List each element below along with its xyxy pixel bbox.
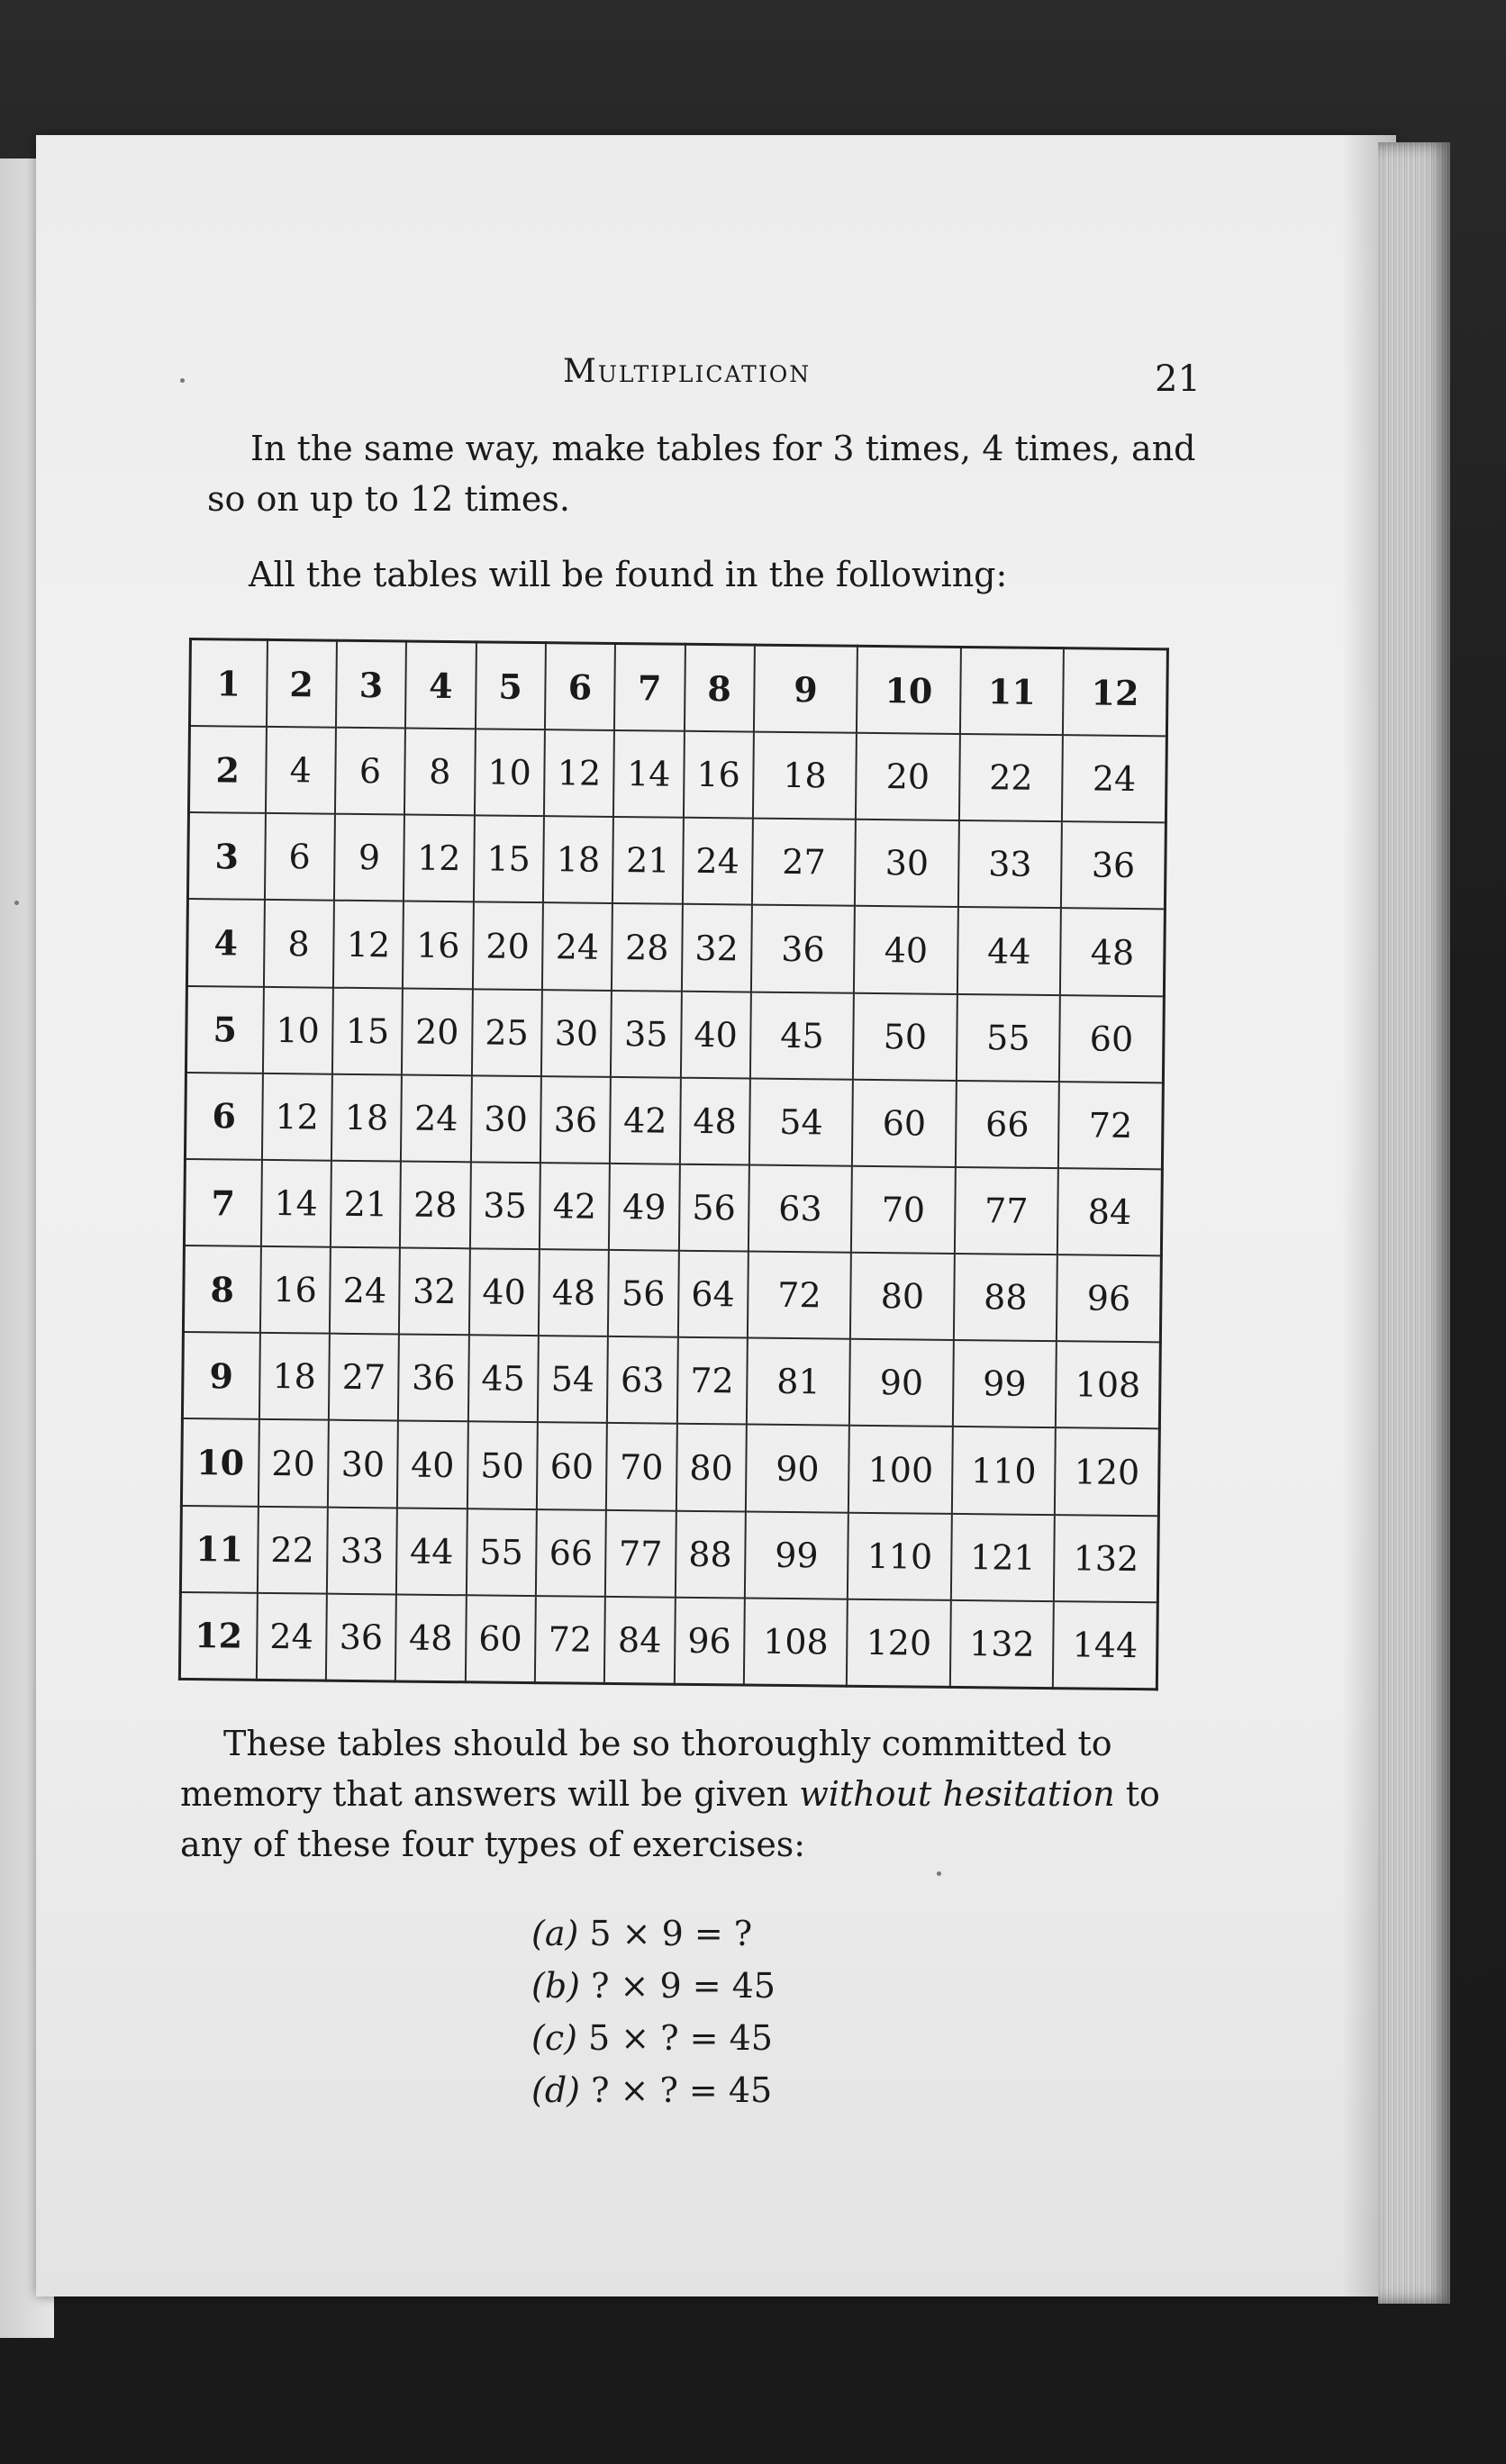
table-cell: 8 bbox=[404, 729, 475, 816]
body-text-after: to any of these four types of exercises: bbox=[180, 1774, 1160, 1864]
table-cell: 5 bbox=[475, 642, 545, 729]
table-cell: 50 bbox=[853, 992, 957, 1080]
table-cell: 24 bbox=[682, 818, 752, 905]
table-cell: 72 bbox=[535, 1596, 605, 1684]
table-cell: 2 bbox=[188, 726, 266, 813]
table-cell: 10 bbox=[857, 646, 960, 734]
lead-paragraph: All the tables will be found in the following: bbox=[249, 555, 1008, 594]
exercise-label: (a) bbox=[531, 1914, 579, 1953]
table-cell: 55 bbox=[957, 994, 1060, 1082]
table-cell: 80 bbox=[850, 1253, 954, 1340]
table-cell: 9 bbox=[334, 814, 404, 901]
running-head: Multiplication bbox=[563, 353, 812, 390]
table-cell: 32 bbox=[681, 904, 751, 992]
table-cell: 56 bbox=[678, 1164, 748, 1252]
table-cell: 24 bbox=[256, 1593, 326, 1681]
table-cell: 12 bbox=[1063, 648, 1167, 737]
table-cell: 42 bbox=[540, 1163, 610, 1250]
table-cell: 20 bbox=[472, 902, 542, 990]
exercise-item bbox=[531, 2012, 776, 2064]
table-cell: 3 bbox=[336, 640, 406, 728]
table-cell: 70 bbox=[851, 1166, 955, 1254]
table-cell: 144 bbox=[1053, 1601, 1157, 1689]
table-cell: 8 bbox=[263, 900, 333, 987]
table-cell: 45 bbox=[750, 992, 854, 1079]
table-cell: 20 bbox=[402, 988, 472, 1075]
table-row bbox=[179, 1592, 1157, 1689]
table-cell: 81 bbox=[747, 1338, 850, 1426]
table-cell: 12 bbox=[544, 729, 614, 817]
table-cell: 27 bbox=[329, 1334, 399, 1421]
exercise-list bbox=[531, 1907, 776, 2116]
table-cell: 64 bbox=[677, 1251, 748, 1338]
table-cell: 18 bbox=[543, 816, 613, 903]
table-row bbox=[186, 986, 1164, 1083]
table-cell: 6 bbox=[185, 1073, 262, 1160]
table-cell: 9 bbox=[754, 645, 857, 733]
exercise-label: (d) bbox=[531, 2070, 580, 2110]
table-cell: 28 bbox=[400, 1161, 470, 1248]
table-cell: 77 bbox=[605, 1509, 676, 1597]
table-cell: 108 bbox=[744, 1598, 848, 1686]
table-cell: 22 bbox=[959, 734, 1063, 821]
table-cell: 25 bbox=[471, 989, 541, 1076]
table-cell: 4 bbox=[186, 899, 264, 986]
table-row bbox=[188, 726, 1166, 823]
table-cell: 10 bbox=[181, 1418, 259, 1506]
intro-paragraph: In the same way, make tables for 3 times, 4 times, and so on up to 12 times. bbox=[207, 429, 1196, 519]
table-cell: 9 bbox=[182, 1332, 259, 1419]
table-cell: 44 bbox=[957, 907, 1061, 994]
table-row bbox=[186, 899, 1165, 996]
table-cell: 28 bbox=[612, 903, 682, 991]
paper-speck bbox=[14, 901, 19, 905]
exercise-expression: ? × 9 = 45 bbox=[591, 1966, 776, 2006]
table-cell: 33 bbox=[327, 1507, 397, 1594]
table-cell: 36 bbox=[1061, 821, 1166, 909]
body-paragraph bbox=[180, 1718, 1171, 1870]
table-cell: 30 bbox=[855, 820, 958, 907]
table-cell: 48 bbox=[395, 1594, 466, 1682]
table-cell: 77 bbox=[955, 1167, 1058, 1255]
exercise-label: (c) bbox=[531, 2018, 577, 2058]
table-row bbox=[184, 1159, 1162, 1256]
table-cell: 18 bbox=[753, 732, 857, 820]
table-cell: 72 bbox=[676, 1337, 747, 1425]
table-cell: 132 bbox=[950, 1600, 1054, 1689]
table-cell: 30 bbox=[470, 1075, 540, 1163]
table-cell: 16 bbox=[259, 1246, 330, 1334]
exercise-item bbox=[531, 1960, 776, 2012]
table-cell: 90 bbox=[746, 1425, 849, 1512]
exercise-expression: ? × ? = 45 bbox=[591, 2070, 773, 2110]
table-cell: 84 bbox=[604, 1597, 675, 1685]
table-cell: 88 bbox=[675, 1510, 745, 1598]
table-cell: 72 bbox=[1058, 1082, 1163, 1169]
table-cell: 12 bbox=[404, 815, 474, 902]
table-cell: 66 bbox=[956, 1081, 1059, 1168]
paper-speck bbox=[180, 378, 185, 383]
table-cell: 99 bbox=[953, 1340, 1057, 1427]
table-cell: 40 bbox=[680, 991, 750, 1078]
table-cell: 120 bbox=[847, 1599, 950, 1687]
table-cell: 36 bbox=[326, 1593, 396, 1681]
table-cell: 45 bbox=[467, 1336, 538, 1423]
table-cell: 27 bbox=[752, 819, 856, 906]
table-cell: 16 bbox=[683, 731, 753, 819]
table-cell: 48 bbox=[1060, 909, 1165, 996]
exercise-item bbox=[531, 2064, 776, 2116]
table-cell: 24 bbox=[330, 1247, 400, 1335]
table-cell: 48 bbox=[679, 1078, 749, 1165]
table-cell: 132 bbox=[1054, 1515, 1158, 1602]
table-cell: 90 bbox=[849, 1339, 953, 1427]
table-cell: 66 bbox=[536, 1509, 606, 1597]
body-text-emphasis: without hesitation bbox=[799, 1774, 1115, 1814]
table-cell: 15 bbox=[473, 816, 543, 903]
table-cell: 12 bbox=[261, 1073, 331, 1161]
table-cell: 10 bbox=[262, 987, 332, 1074]
body-text-before: These tables should be so thoroughly committed to memory that answers will be given bbox=[180, 1724, 1112, 1814]
table-cell: 24 bbox=[401, 1074, 471, 1162]
table-cell: 84 bbox=[1057, 1168, 1162, 1255]
table-cell: 63 bbox=[607, 1336, 677, 1424]
table-cell: 36 bbox=[540, 1076, 611, 1164]
table-cell: 11 bbox=[960, 647, 1064, 735]
table-cell: 88 bbox=[954, 1254, 1057, 1341]
table-cell: 4 bbox=[405, 641, 476, 729]
table-cell: 7 bbox=[614, 643, 685, 730]
table-cell: 44 bbox=[396, 1508, 467, 1595]
table-row bbox=[189, 639, 1167, 737]
table-body bbox=[179, 639, 1167, 1689]
table-cell: 1 bbox=[189, 639, 267, 728]
exercise-label: (b) bbox=[531, 1966, 580, 2006]
table-cell: 80 bbox=[676, 1424, 746, 1511]
table-cell: 6 bbox=[545, 643, 615, 730]
table-cell: 32 bbox=[399, 1248, 469, 1336]
table-cell: 100 bbox=[848, 1426, 952, 1513]
table-cell: 35 bbox=[469, 1162, 540, 1249]
table-cell: 3 bbox=[187, 812, 265, 900]
table-cell: 96 bbox=[1057, 1255, 1161, 1342]
table-cell: 15 bbox=[332, 987, 403, 1074]
table-cell: 110 bbox=[952, 1427, 1056, 1514]
table-cell: 63 bbox=[748, 1164, 852, 1252]
table-row bbox=[181, 1418, 1159, 1516]
table-cell: 18 bbox=[331, 1073, 402, 1161]
table-cell: 24 bbox=[1062, 735, 1166, 822]
table-row bbox=[185, 1073, 1163, 1170]
table-cell: 70 bbox=[606, 1423, 676, 1510]
page-number: 21 bbox=[1155, 358, 1201, 400]
table-cell: 21 bbox=[612, 817, 683, 904]
table-cell: 42 bbox=[610, 1077, 680, 1164]
table-cell: 22 bbox=[257, 1506, 327, 1593]
table-cell: 20 bbox=[856, 733, 959, 820]
table-cell: 20 bbox=[258, 1419, 328, 1507]
table-row bbox=[180, 1506, 1158, 1603]
multiplication-table bbox=[178, 638, 1169, 1690]
table-cell: 49 bbox=[609, 1164, 679, 1251]
table-cell: 14 bbox=[613, 730, 684, 818]
table-cell: 8 bbox=[684, 644, 754, 731]
table-cell: 33 bbox=[958, 820, 1062, 908]
table-cell: 72 bbox=[748, 1252, 851, 1339]
table-cell: 11 bbox=[180, 1506, 258, 1593]
table-cell: 6 bbox=[335, 728, 405, 815]
table-cell: 30 bbox=[541, 990, 612, 1077]
table-cell: 55 bbox=[466, 1508, 536, 1596]
exercise-expression: 5 × ? = 45 bbox=[588, 2018, 773, 2058]
table-cell: 24 bbox=[542, 903, 612, 991]
table-cell: 14 bbox=[260, 1160, 331, 1247]
table-cell: 12 bbox=[333, 901, 404, 988]
table-cell: 120 bbox=[1055, 1428, 1159, 1516]
paper-speck bbox=[937, 1871, 941, 1876]
table-cell: 56 bbox=[608, 1250, 678, 1337]
table-cell: 96 bbox=[674, 1597, 744, 1685]
table-cell: 54 bbox=[749, 1078, 853, 1165]
table-cell: 60 bbox=[537, 1423, 607, 1510]
table-cell: 35 bbox=[611, 991, 681, 1078]
table-cell: 18 bbox=[259, 1333, 329, 1420]
table-cell: 30 bbox=[328, 1420, 398, 1508]
table-cell: 99 bbox=[745, 1511, 848, 1599]
table-cell: 7 bbox=[184, 1159, 261, 1246]
book-page-edges bbox=[1378, 142, 1450, 2304]
table-cell: 60 bbox=[852, 1080, 956, 1167]
table-row bbox=[182, 1332, 1160, 1429]
table-cell: 121 bbox=[951, 1513, 1055, 1600]
table-cell: 16 bbox=[403, 901, 473, 989]
table-cell: 50 bbox=[467, 1422, 537, 1509]
table-cell: 2 bbox=[267, 639, 337, 727]
table-cell: 6 bbox=[265, 813, 335, 901]
table-cell: 21 bbox=[331, 1161, 401, 1248]
table-cell: 12 bbox=[179, 1592, 257, 1680]
table-cell: 40 bbox=[397, 1421, 467, 1508]
exercise-expression: 5 × 9 = ? bbox=[589, 1914, 753, 1953]
table-cell: 60 bbox=[1059, 995, 1164, 1083]
table-cell: 36 bbox=[398, 1335, 468, 1422]
table-cell: 40 bbox=[854, 906, 957, 993]
exercise-item bbox=[531, 1907, 776, 1960]
table-cell: 40 bbox=[468, 1248, 539, 1336]
table-cell: 36 bbox=[751, 905, 855, 992]
table-cell: 60 bbox=[465, 1595, 535, 1683]
table-cell: 110 bbox=[848, 1512, 951, 1599]
table-cell: 10 bbox=[474, 729, 544, 817]
table-cell: 108 bbox=[1056, 1341, 1160, 1428]
table-cell: 54 bbox=[538, 1336, 608, 1423]
table-row bbox=[187, 812, 1166, 910]
table-cell: 48 bbox=[539, 1249, 609, 1336]
table-cell: 4 bbox=[266, 727, 336, 814]
table-cell: 5 bbox=[186, 986, 263, 1073]
table-cell: 8 bbox=[183, 1246, 260, 1333]
table-row bbox=[183, 1246, 1161, 1343]
